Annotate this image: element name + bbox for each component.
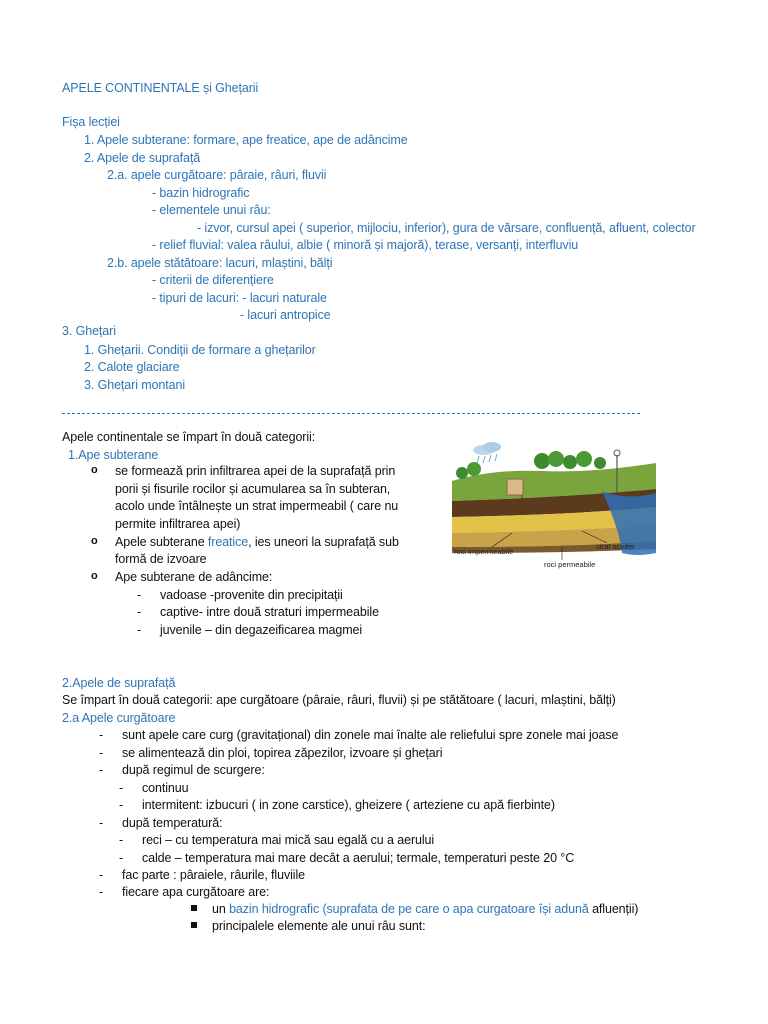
fisa-item-elemente: - elementele unui râu: <box>152 203 271 217</box>
item-reci: reci – cu temperatura mai mică sau egală cu a aerului <box>142 833 435 847</box>
para-adancime: Ape subterane de adâncime: <box>115 570 273 584</box>
para-formare-3: acolo unde întâlnește un strat impermeabil ( care nu <box>115 499 399 513</box>
para-formare-4: permite infiltrarea apei) <box>115 517 241 531</box>
para-categorii: Se împart în două categorii: ape curgătoare (pâraie, râuri, fluvii) și pe stătătoare ( lacuri, mlaștini, bălți) <box>62 693 616 707</box>
section-ape-subterane: 1.Ape subterane <box>68 448 159 462</box>
label-roci-permeabile: roci permeabile <box>544 560 596 569</box>
dash: - <box>137 605 142 619</box>
item-alimentare <box>122 745 442 761</box>
bazin-suffix: afluenții) <box>592 902 639 916</box>
item-curg: sunt apele care curg (gravitațional) din zonele mai înalte ale reliefului spre zonele mai joase <box>122 728 619 742</box>
item-bazin-hidrografic <box>212 901 638 917</box>
fisa-item-3-1: 1. Ghețarii. Condiții de formare a ghețarilor <box>84 343 316 357</box>
document-title <box>62 80 258 96</box>
freatice-text-a: Apele subterane <box>115 535 208 549</box>
fisa-item-2a: 2.a. apele curgătoare: pâraie, râuri, fluvii <box>107 168 327 182</box>
para-formare-1: se formează prin infiltrarea apei de la suprafață prin <box>115 464 396 478</box>
fisa-item-criterii: - criterii de diferențiere <box>152 273 274 287</box>
para-freatice-1 <box>115 534 399 550</box>
fisa-item-3-3: 3. Ghețari montani <box>84 378 186 392</box>
section-ape-curgatoare: 2.a Apele curgătoare <box>62 711 176 725</box>
item-continuu: continuu <box>142 781 189 795</box>
dash: - <box>137 623 142 637</box>
label-strat-acvifer: strat acvifer <box>596 542 635 551</box>
square-bullet <box>191 905 197 911</box>
item-principalele: principalele elemente ale unui râu sunt: <box>212 919 426 933</box>
label-roci-impermeabile: roci impermeabile <box>454 547 514 556</box>
dash: - <box>137 588 142 602</box>
fisa-item-1: 1. Apele subterane: formare, ape freatice, ape de adâncime <box>84 133 408 147</box>
square-bullet <box>191 922 197 928</box>
dash: - <box>99 728 104 742</box>
bullet-o-3: o <box>91 570 98 582</box>
dash: - <box>119 798 124 812</box>
fisa-item-bazin: - bazin hidrografic <box>152 186 250 200</box>
well-house <box>507 479 523 495</box>
fisa-item-tipuri: - tipuri de lacuri: - lacuri naturale <box>152 291 327 305</box>
fisa-item-izvor: - izvor, cursul apei ( superior, mijlociu, inferior), gura de vărsare, confluență, afluent, colector <box>197 221 696 235</box>
para-freatice-2: formă de izvoare <box>115 552 207 566</box>
bazin-prefix: un <box>212 902 230 916</box>
dash: - <box>99 763 104 777</box>
fisa-item-2: 2. Apele de suprafață <box>84 151 201 165</box>
dash: - <box>99 816 104 830</box>
item-intermitent: intermitent: izbucuri ( in zone carstice), gheizere ( arteziene cu apă fierbinte) <box>142 798 555 812</box>
freatice-term: freatice <box>207 535 249 549</box>
fisa-heading: Fișa lecției <box>62 115 120 129</box>
fisa-item-relief: - relief fluvial: valea râului, albie ( minoră și majoră), terase, versanți, interfluviu <box>152 238 579 252</box>
item-regim: după regimul de scurgere: <box>122 763 265 777</box>
bullet-o-2: o <box>91 535 98 547</box>
freatice-text-c: , ies uneori la suprafață sub <box>248 535 399 549</box>
section-ape-suprafata: 2.Apele de suprafață <box>62 676 176 690</box>
item-fac-parte: fac parte : pâraiele, râurile, fluviile <box>122 868 305 882</box>
intro-text: Apele continentale se împart în două categorii: <box>62 430 316 444</box>
item-calde: calde – temperatura mai mare decât a aerului; termale, temperaturi peste 20 °C <box>142 851 575 865</box>
alimentare-b: topirea zăpezilor, izvoare și ghețari <box>253 746 443 760</box>
para-formare-2: porii și fisurile rocilor și acumularea sa în subteran, <box>115 482 391 496</box>
dash: - <box>99 885 104 899</box>
bullet-o-1: o <box>91 464 98 476</box>
item-vadoase: vadoase -provenite din precipitații <box>160 588 343 602</box>
fisa-item-3-2: 2. Calote glaciare <box>84 360 180 374</box>
title-part-2: Ghețarii <box>215 81 259 95</box>
item-fiecare: fiecare apa curgătoare are: <box>122 885 270 899</box>
aquifer-diagram <box>452 441 656 571</box>
alimentare-a: se alimentează din ploi, <box>122 746 254 760</box>
item-juvenile: juvenile – din degazeificarea magmei <box>160 623 363 637</box>
dash: - <box>119 833 124 847</box>
dash: - <box>99 868 104 882</box>
cloud <box>483 442 501 452</box>
dashed-separator <box>62 413 640 414</box>
dash: - <box>99 746 104 760</box>
item-temperatura: după temperatură: <box>122 816 223 830</box>
fisa-item-antropice: - lacuri antropice <box>240 308 331 322</box>
dash: - <box>119 851 124 865</box>
fisa-item-2b: 2.b. apele stătătoare: lacuri, mlaștini, bălți <box>107 256 333 270</box>
item-captive: captive- intre două straturi impermeabile <box>160 605 379 619</box>
bazin-definition: bazin hidrografic (suprafata de pe care o apa curgatoare își adună <box>229 902 593 916</box>
dash: - <box>119 781 124 795</box>
fisa-item-3: 3. Ghețari <box>62 324 116 338</box>
title-part-1: APELE CONTINENTALE și <box>62 81 216 95</box>
